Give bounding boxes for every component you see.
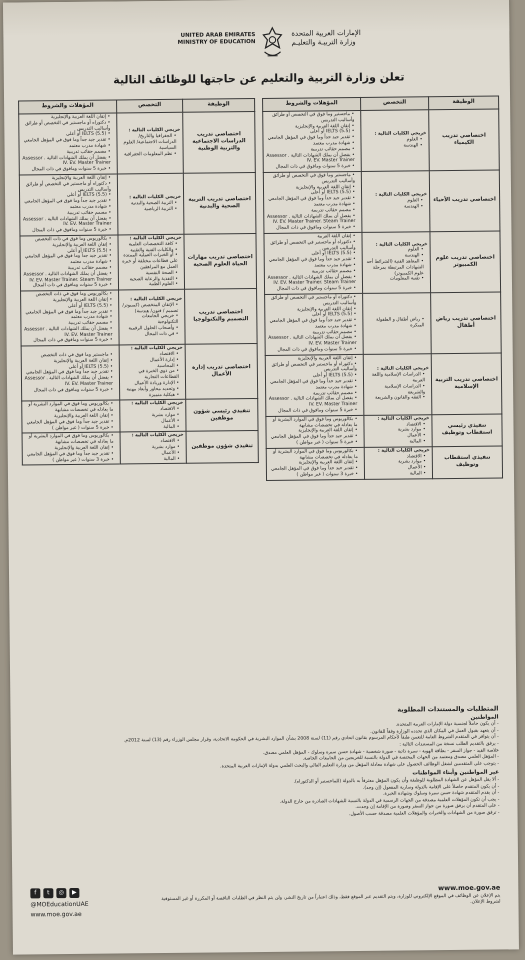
spec-item: • التغذية والرعاية الصحية	[121, 276, 178, 282]
qual-item: • إتقان اللغة العربية والإنجليزية	[267, 306, 356, 313]
spec-item: • المعاهد الفنية (الشرائط أحد الشهادات المرتبطة بمرحلة علوم الكمبيوتر)	[365, 259, 424, 277]
spec-list	[367, 454, 430, 478]
spec-item: • المالية	[367, 439, 426, 445]
job-row	[22, 399, 258, 433]
spec-item: • المالية	[367, 471, 426, 477]
job-specialization	[362, 232, 431, 294]
job-specialization	[119, 345, 186, 401]
noncitizens-heading: غير المواطنين وأبناء المواطنات	[412, 769, 500, 777]
spec-list	[122, 352, 183, 399]
qual-item: • يفضل أن يملك الشهادات التالية Assessor . IV. EV. Master Trainer. Steam Trainer	[266, 214, 355, 227]
job-row	[264, 231, 501, 294]
job-title: اختصاصي تدريب الكيمياء	[429, 109, 500, 171]
spec-item: • الإتقان المتخصص (كمبيوتر/ تصميم / فنون/ هندسة)	[121, 303, 178, 315]
social-icons	[30, 888, 79, 899]
qual-item: • مصمم حقائب تدريبية	[266, 147, 355, 154]
job-title: اختصاصي تدريب مهارات الحياة العلوم الصحية	[184, 233, 257, 289]
qual-item: • تقدير جيد جداً وما فوق في المؤهل الجامعي	[21, 138, 110, 145]
job-row	[265, 353, 502, 416]
qual-item: • مصمم حقائب تدريبية	[23, 321, 112, 328]
spec-item: • الأعمال	[367, 434, 426, 440]
spec-heading: خريجي الكليات التالية :	[129, 195, 182, 201]
spec-item: • الصحة النفسية	[121, 271, 178, 277]
job-row	[266, 446, 502, 480]
qual-item: • دكتوراه أو ماجستير في التخصص أو طرائق وأساليب التدريس	[21, 120, 110, 133]
org-name-english	[173, 32, 255, 47]
job-title: اختصاصي تدريب إدارة الأعمال	[185, 344, 258, 400]
qual-item: • خبرة 5 سنوات ومافوق في ذات المجال	[267, 286, 356, 293]
qual-item: • إتقان اللغة العربية والإنجليزية	[269, 460, 358, 467]
requirement-line: - أن يكون المتقدم حاصلاً على الإقامة بالدولة وسارية المفعول (إن وجد).	[362, 784, 500, 791]
qual-item: • تقدير جيد جداً وما فوق في المؤهل الجامعي	[24, 419, 113, 426]
spec-heading: خريجي الكليات التالية :	[131, 401, 184, 407]
spec-item: • التربية الرياضية	[120, 207, 177, 213]
qual-item: • مصمم حقائب تدريبية	[23, 265, 112, 272]
spec-item: • وتحديد محاور وأبعاد مهنية	[122, 387, 179, 393]
org-en-line-2: MINISTRY OF EDUCATION	[177, 39, 256, 46]
column-header-spec: التخصص	[117, 99, 183, 113]
announcement-title: تعلن وزارة التربية والتعليم عن حاجتها للوظائف التالية	[113, 70, 405, 87]
qual-item: • بكالوريوس وما فوق في الموارد البشرية أو ما يعادله في تخصصات مشابهة	[268, 417, 357, 430]
spec-item: • والكليات الفنية والتقنية	[121, 247, 178, 253]
spec-list	[121, 242, 182, 289]
qual-item: • إتقان اللغة العربية والإنجليزية	[269, 428, 358, 435]
job-qualifications	[264, 232, 363, 294]
spec-heading: خريجي الكليات التالية :	[377, 416, 430, 422]
qual-item: • إتقان اللغة العربية والإنجليزية	[265, 124, 354, 131]
qual-item: • مصمم حقائب تدريبية	[267, 330, 356, 337]
qual-item: • تقدير جيد جداً وما فوق في المؤهل الجامعي	[23, 309, 112, 316]
qual-item: • تقدير جيد جداً وما فوق في المؤهل الجامعي	[24, 370, 113, 377]
qual-item: • IELTS (5.5) أو أعلى	[265, 129, 354, 136]
spec-heading: خريجي الكليات التالية :	[377, 366, 429, 373]
qual-item: • شهادة مدرب معتمد	[23, 315, 112, 322]
qual-item: • مصمم حقائب تدريبية	[22, 210, 111, 217]
jobs-table-left	[18, 98, 259, 466]
column-header-qual: المؤهلات والشروط	[263, 97, 361, 111]
qual-item: • تقدير جيد جداً وما فوق في المؤهل الجامعي	[267, 318, 356, 325]
qual-item: • مصمم حقائب تدريبية	[267, 269, 356, 276]
qual-item: • تقدير جيد جداً وما فوق في المؤهل الجامعي	[269, 466, 358, 473]
application-note: يتم الإعلان عن الوظائف في الموقع الإلكتروني للوزارة، ويتم التقديم عبر الموقع فقط، وذلك اعتباراً من تاريخ النشر، ولن يتم النظر في الطلبات الناقصة أو المكررة أو غير المستوفية لشروط الإعلان.	[161, 893, 501, 905]
job-specialization	[119, 289, 186, 345]
spec-item: • الجغرافيا والتاريخ/ الدراسات الاجتماعية/ العلوم السياسية	[119, 134, 176, 152]
qual-list	[21, 115, 115, 174]
qual-item: • إتقان اللغة العربية والإنجليزية	[24, 358, 113, 365]
spec-item: • كافة التخصصات العلمية	[121, 242, 178, 248]
spec-item: • إدارة الأعمال	[122, 358, 179, 364]
job-row	[21, 289, 258, 347]
job-row	[266, 414, 502, 448]
qual-item: • إتقان اللغة العربية والإنجليزية	[23, 297, 112, 304]
qual-item: • خبرة 3 سنوات ( غير مواطن )	[269, 472, 358, 479]
qual-item: • يفضل أن يملك الشهادات التالية Assessor . IV. EV. Master Trainer	[266, 153, 355, 166]
spec-item: • المالية	[123, 456, 180, 462]
qual-item: • يفضل أن يملك الشهادات التالية Assessor . IV. EV. Master Trainer	[24, 376, 113, 389]
requirement-line: خلاصة القيد - جواز السفر - بطاقة الهوية - سيرة ذاتية - صورة شخصية - شهادة حسن سيرة وسلوك - المؤهل العلمي مصدق.	[262, 748, 499, 756]
qual-item: • خبرة 5 سنوات ومافوق في ذات المجال	[268, 347, 357, 354]
qual-item: • خبرة 5 سنوات ومافوق في ذات المجال	[24, 387, 113, 394]
org-en-line-1: UNITED ARAB EMIRATES	[180, 32, 256, 39]
jobs-table-right	[262, 95, 503, 480]
spec-item: • الأعمال	[367, 465, 426, 471]
qual-list	[25, 434, 118, 464]
qual-item: • تقدير جيد جداً وما فوق في المؤهل الجامعي	[269, 434, 358, 441]
requirement-line: - أن يتوافر في المتقدم الشروط العامة للتعيين طبقاً لأحكام المرسوم بقانون اتحادي رقم (11) لسنة 2008 بشأن الموارد البشرية في الحكومة الاتحادية، وقرار مجلس الوزراء رقم (13) لسنة 2012م.	[123, 734, 499, 744]
job-specialization	[117, 173, 184, 235]
job-qualifications	[21, 290, 120, 346]
spec-item: • من ذوي الخبرة في القطاعات التجارية	[122, 369, 179, 381]
qual-item: • IELTS (5.5) أو أعلى	[23, 303, 112, 310]
spec-item: • المالية	[122, 424, 179, 430]
column-header-qual: المؤهلات والشروط	[19, 100, 117, 114]
qual-item: • شهادة مدرب معتمد	[266, 202, 355, 209]
qual-list	[265, 112, 359, 171]
qual-item: • يفضل أن يملك الشهادات التالية Assessor . IV. EV. Master Trainer	[268, 396, 357, 409]
job-row	[20, 233, 257, 291]
job-title: اختصاصي تدريب الأحياء	[429, 170, 500, 232]
qual-item: • مصمم حقائب تدريبية	[266, 208, 355, 215]
spec-list	[366, 373, 429, 403]
job-specialization	[364, 447, 432, 480]
qual-list	[266, 173, 360, 232]
qual-item: • خبرة 5 سنوات ومافوق في ذات المجال	[266, 164, 355, 171]
qual-item: • ماجستير وما فوق في التخصص أو طرائق وأساليب التدريس	[265, 112, 354, 125]
org-name-arabic	[291, 29, 391, 48]
job-title: اختصاصي تدريب رياض أطفال	[431, 292, 502, 354]
spec-heading: خريجي الكليات التالية :	[375, 192, 428, 199]
qual-item: • شهادة مدرب معتمد	[22, 205, 111, 212]
spec-list	[119, 134, 180, 158]
spec-list	[365, 317, 428, 329]
qual-item: • خبرة 5 سنوات ( غير مواطن )	[269, 440, 358, 447]
job-title: اختصاصي تدريب علوم الكمبيوتر	[430, 231, 501, 293]
qual-item: • شهادة مدرب معتمد	[23, 260, 112, 267]
qual-item: • بكالوريوس وما فوق في الموارد البشرية أو ما يعادله في تخصصات مشابهة	[24, 402, 113, 415]
qual-item: • خبرة 3 سنوات ( غير مواطن )	[25, 457, 114, 464]
qual-item: • يفضل أن يملك الشهادات التالية Assessor . IV. EV. Master Trainer	[22, 216, 111, 229]
org-ar-line-1: الإمارات العربية المتحدة	[291, 28, 361, 38]
qual-list	[267, 295, 361, 354]
requirement-line: - ترفق صورة من الشهادات والخبرات والمؤهلات العلمية مصدقة حسب الأصول.	[348, 810, 500, 818]
qual-item: • IELTS (5.5) أو أعلى	[266, 190, 355, 197]
job-title: اختصاصي تدريب التربية الإسلامية	[431, 353, 502, 415]
spec-item: • العلوم	[365, 248, 424, 254]
requirement-line: - أن يتعهد بقبول العمل في المكان الذي تحدده الوزارة وفقاً للقانون.	[370, 728, 499, 735]
column-header-job: الوظيفة	[429, 96, 499, 110]
job-title: تنفيذي شؤون موظفين	[186, 431, 258, 464]
job-qualifications	[19, 113, 118, 175]
job-row	[21, 344, 258, 402]
qual-list	[268, 356, 362, 415]
spec-list	[364, 198, 427, 210]
job-qualifications	[263, 171, 362, 233]
job-qualifications	[22, 432, 120, 465]
spec-heading: خريجي الكليات التالية :	[129, 235, 182, 242]
spec-item: • الأعمال	[123, 451, 180, 457]
job-row	[19, 173, 256, 236]
spec-item: • الاقتصاد	[122, 352, 179, 358]
qual-item: • بكالوريوس وما فوق في الموارد البشرية أو ما يعادله في تخصصات مشابهة	[25, 434, 114, 447]
qual-item: • شهادة مدرب معتمد	[267, 324, 356, 331]
org-ar-line-2: وزارة التربيـة والتعليـم	[291, 37, 356, 47]
spec-item: • نظم المعلومات الجغرافية	[120, 152, 177, 158]
job-qualifications	[22, 400, 120, 433]
spec-list	[122, 407, 183, 431]
qual-item: • خبرة 5 سنوات ومافوق في ذات المجال	[266, 225, 355, 232]
job-row	[22, 431, 258, 465]
qual-item: • مصمم حقائب تدريبية	[22, 149, 111, 156]
spec-item: • الاقتصاد	[123, 439, 180, 445]
spec-list	[120, 201, 181, 213]
qual-list	[24, 402, 117, 432]
job-specialization	[120, 432, 186, 465]
qual-item: • خبرة 5 سنوات ومافوق في ذات المجال	[23, 283, 112, 290]
social-handle[interactable]: @MOEducationUAE	[30, 900, 89, 909]
website-small[interactable]: www.moe.gov.ae	[30, 910, 82, 919]
spec-item: • التربية الصحية والبدنية	[120, 201, 177, 207]
qual-list	[22, 175, 116, 234]
qual-item: • خبرة 5 سنوات ومافوق في ذات المجال	[24, 338, 113, 345]
job-specialization	[361, 110, 430, 172]
qual-list	[23, 292, 117, 345]
qual-item: • شهادة مدرب معتمد	[22, 144, 111, 151]
spec-item: • العلوم	[363, 137, 422, 143]
qual-list	[24, 353, 117, 395]
qual-item: • IELTS (5.5) أو أعلى	[267, 251, 356, 258]
job-specialization	[117, 112, 184, 174]
job-title: اختصاصي تدريب التربية الصحية والبدنية	[183, 173, 256, 235]
qual-item: • تقدير جيد جداً وما فوق في المؤهل الجامعي	[266, 196, 355, 203]
job-row	[263, 109, 500, 172]
qual-list	[269, 449, 362, 479]
ministry-header	[173, 24, 423, 71]
spec-heading: خريجي الكليات التالية :	[374, 131, 427, 138]
job-row	[263, 170, 500, 233]
qual-item: • IELTS (5.5) أو أعلى	[23, 248, 112, 255]
qual-item: • إتقان اللغة العربية والإنجليزية	[21, 115, 110, 122]
job-qualifications	[21, 345, 120, 401]
qual-item: • إتقان اللغة العربية والإنجليزية	[268, 356, 357, 363]
requirements-heading: المتطلبات والمستندات المطلوبة	[397, 704, 499, 714]
job-qualifications	[263, 110, 362, 172]
qual-list	[268, 417, 361, 447]
qual-item: • شهادة مدرب معتمد	[266, 141, 355, 148]
spec-item: • الاقتصاد	[367, 454, 426, 460]
facebook-icon[interactable]: f	[30, 888, 40, 898]
qual-list	[22, 236, 116, 289]
spec-item: • الاقتصاد	[366, 422, 425, 428]
job-title: تنفيذي رئيسي استقطاب وتوظيف	[432, 414, 502, 447]
spec-item: • الأعمال	[122, 419, 179, 425]
column-header-spec: التخصص	[361, 97, 429, 111]
qual-item: • إتقان اللغة العربية والإنجليزية	[266, 185, 355, 192]
job-specialization	[118, 234, 185, 290]
qual-item: • تقدير جيد جداً وما فوق في المؤهل الجامعي	[267, 257, 356, 264]
spec-item: • الاقتصاد	[122, 407, 179, 413]
spec-item: • موارد بشرية	[367, 460, 426, 466]
qual-item: • شهادة مدرب معتمد	[267, 263, 356, 270]
requirement-line: - ألا يقل المؤهل عن الشهادة المطلوبة للوظيفة وأن يكون المؤهل معترفاً به بالدولة (للماجستير أو الدكتوراه).	[293, 777, 500, 785]
requirement-line: - المؤهل العلمي مصدق ومعتمد من الجهات المختصة في الدولة بالنسبة للخريجين من الجامعات الخاصة.	[302, 754, 499, 762]
job-qualifications	[20, 235, 119, 291]
spec-item: • هيكلية متميزة	[122, 393, 179, 399]
qual-item: • خبرة 5 سنوات ومافوق في ذات المجال	[268, 408, 357, 415]
spec-heading: خريجي الكليات التالية :	[131, 433, 184, 439]
qual-item: • بكالوريوس وما فوق في ذات التخصص	[23, 292, 112, 299]
citizens-heading: المواطنين	[470, 714, 499, 721]
spec-item: • العلوم	[364, 198, 423, 204]
qual-item: • خبرة 5 سنوات ومافوق في ذات المجال	[22, 228, 111, 235]
qual-item: • IELTS (5.5) أو أعلى	[22, 193, 111, 200]
instagram-icon[interactable]: ◎	[56, 888, 66, 898]
spec-item: • تقنية المعلومات	[365, 277, 424, 283]
job-row	[19, 112, 256, 175]
spec-list	[123, 439, 184, 463]
qual-list	[266, 234, 360, 293]
qual-item: • إتقان اللغة العربية	[266, 234, 355, 241]
qual-item: • خبرة 5 سنوات ( غير مواطن )	[24, 425, 113, 432]
requirement-line: - على المتقدم أن يرفق صورة من جواز السفر وصورة من الإقامة إن وجدت.	[355, 803, 500, 811]
job-qualifications	[19, 174, 118, 236]
qual-item: • تقدير جيد جداً وما فوق في المؤهل الجامعي	[22, 199, 111, 206]
spec-item: • رياض أطفال و الطفولة المبكرة	[365, 317, 424, 329]
requirement-line: - يرفق بالتقديم الطلب نسخة من المستندات التالية :	[399, 741, 499, 748]
spec-item: • العلوم الطبية	[121, 282, 178, 288]
uae-emblem-icon	[259, 26, 285, 62]
job-qualifications	[265, 354, 364, 416]
spec-item: • موارد بشرية	[123, 445, 180, 451]
qual-item: • دكتوراه أو ماجستير في التخصص أو طرائق وأساليب التدريس	[268, 362, 357, 375]
spec-heading: خريجي الكليات التالية :	[130, 296, 183, 303]
qual-item: • إتقان اللغة العربية والإنجليزية	[25, 446, 114, 453]
newspaper-page	[3, 0, 519, 955]
spec-item: • خريجي الجامعات التكنولوجية	[121, 314, 178, 326]
job-title: تنفيذي استقطاب وتوظيف	[432, 446, 502, 479]
qual-item: • دكتوراه أو ماجستير في التخصص أو طرائق وأساليب التدريس	[267, 295, 356, 308]
qual-item: • IELTS (5.5) أو أعلى	[267, 312, 356, 319]
qual-item: • يفضل أن يملك الشهادات التالية Assessor . IV. EV. Master Trainer. Steam Trainer	[267, 275, 356, 288]
spec-item: • المحاسبة	[122, 364, 179, 370]
spec-item: • موارد بشرية	[367, 428, 426, 434]
noncitizens-requirements	[29, 777, 499, 821]
qual-item: • يفضل أن يملك الشهادات التالية Assessor . IV. EV. Master Trainer. Steam Trainer	[23, 271, 112, 284]
spec-item: • وأصحاب الحلول الرقمية	[121, 326, 178, 332]
spec-item: • الفقه والقانون والشريعة	[366, 396, 425, 402]
spec-item: • الدراسات الإسلامية والشريعة	[366, 384, 425, 396]
job-title: تنفيذي رئيسي شؤون موظفين	[186, 399, 258, 432]
spec-heading: خريجي الكليات التالية :	[130, 346, 183, 352]
spec-heading: خريجي الكليات التالية :	[375, 241, 428, 248]
qual-item: • IELTS (5.5) أو أعلى	[21, 132, 110, 139]
job-title: اختصاصي تدريب التصميم والتكنولوجيا	[185, 289, 258, 345]
job-specialization	[363, 293, 432, 355]
qual-item: • شهادة مدرب معتمد	[268, 385, 357, 392]
twitter-icon[interactable]: t	[43, 888, 53, 898]
job-specialization	[361, 171, 430, 233]
qual-item: • تقدير جيد جداً وما فوق في المؤهل الجامعي	[25, 451, 114, 458]
spec-list	[366, 422, 429, 446]
youtube-icon[interactable]: ▶	[69, 888, 79, 898]
qual-item: • بكالوريوس وما فوق في ذات التخصص	[22, 236, 111, 243]
qual-item: • IELTS (5.5) أو أعلى	[24, 364, 113, 371]
qual-item: • يفضل أن يملك الشهادات التالية Assessor . IV. EV. Master Trainer	[22, 155, 111, 168]
spec-list	[363, 137, 426, 149]
job-qualifications	[265, 293, 364, 355]
citizens-requirements	[29, 722, 499, 773]
website-link[interactable]: www.moe.gov.ae	[438, 883, 501, 893]
qual-item: • مصمم حقائب تدريبية	[268, 391, 357, 398]
spec-item: • الهندسة	[364, 204, 423, 210]
spec-item: • الهندسة	[365, 254, 424, 260]
spec-item: • موارد بشرية	[122, 413, 179, 419]
page-footer	[30, 884, 500, 935]
spec-heading: خريجي الكليات التالية :	[377, 448, 430, 454]
job-specialization	[364, 415, 432, 448]
spec-heading: خريجي الكليات التالية :	[128, 128, 181, 134]
requirement-line: - أن يكون حاملاً لجنسية دولة الإمارات العربية المتحدة.	[395, 721, 499, 728]
spec-item: • أو الخبرات العملية الممتدة على قطاعات مختلفة أو خبرة العمل مع المراهقين	[121, 253, 178, 271]
qual-item: • بكالوريوس وما فوق في الموارد البشرية أو ما يعادله في تخصصات مشابهة	[269, 449, 358, 462]
requirements-section	[28, 706, 499, 822]
qual-item: • يفضل أن يملك الشهادات التالية Assessor . IV. EV. Master Trainer	[268, 335, 357, 348]
qual-item: • تقدير جيد جداً وما فوق في المؤهل الجامعي	[268, 379, 357, 386]
job-qualifications	[266, 447, 364, 480]
qual-item: • إتقان اللغة العربية والإنجليزية	[22, 176, 111, 183]
job-specialization	[363, 354, 432, 416]
spec-item: • الإدارة وريادة الأعمال	[122, 381, 179, 387]
qual-item: • IELTS (5.5) أو أعلى	[268, 373, 357, 380]
requirement-line: - يتوجب على المتقدمين لشغل الوظائف الحصول على شهادة معادلة المؤهل من وزارة التعليم العالي والبحث العلمي بدولة الإمارات العربية المتحدة.	[220, 761, 500, 770]
spec-item: • الدراسات الإسلامية واللغة العربية	[366, 373, 425, 385]
qual-item: • يفضل أن يملك الشهادات التالية Assessor . IV. EV. Master Trainer	[23, 326, 112, 339]
qual-item: • ماجستير وما فوق في ذات التخصص	[24, 353, 113, 360]
column-header-job: الوظيفة	[183, 99, 255, 113]
job-title: اختصاصي تدريب الدراسات الاجتماعية والتربية الوطنية	[183, 112, 256, 174]
spec-list	[365, 248, 428, 283]
qual-item: • خبرة 5 سنوات ومافوق في ذات المجال	[22, 167, 111, 174]
qual-item: • تقدير جيد جداً وما فوق في المؤهل الجامعي	[265, 135, 354, 142]
spec-item: • الهندسة	[364, 143, 423, 149]
qual-item: • إتقان اللغة العربية والإنجليزية	[23, 242, 112, 249]
requirement-line: - يجب أن تكون المؤهلات العلمية مصدقة من الجهات الرسمية في الدولة بالنسبة للشهادات الصادرة من خارج الدولة.	[279, 797, 500, 805]
qual-item: • إتقان اللغة العربية والإنجليزية	[24, 414, 113, 421]
requirement-line: - أن يقدم المتقدم شهادة حسن سيرة وسلوك وشهادة الخبرة.	[383, 790, 500, 797]
job-qualifications	[266, 415, 364, 448]
job-row	[265, 292, 502, 355]
qual-item: • دكتوراه أو ماجستير في التخصص أو طرائق وأساليب التدريس	[267, 240, 356, 253]
qual-item: • ماجستير وما فوق في التخصص أو طرائق وأساليب التدريس	[266, 173, 355, 186]
spec-list	[121, 303, 182, 338]
job-specialization	[120, 400, 186, 433]
qual-item: • دكتوراه أو ماجستير في التخصص أو طرائق وأساليب التدريس	[22, 181, 111, 194]
qual-item: • تقدير جيد جداً وما فوق في المؤهل الجامعي	[23, 254, 112, 261]
spec-item: • في ذات المجال	[121, 332, 178, 338]
